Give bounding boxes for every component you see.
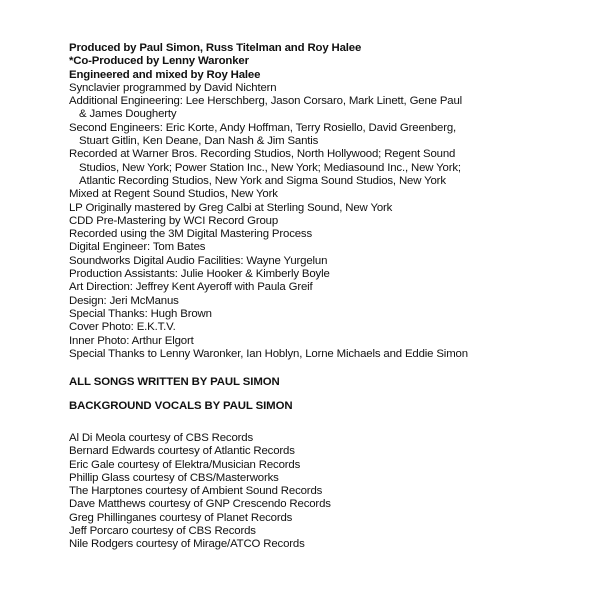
credit-line: Engineered and mixed by Roy Halee (69, 68, 261, 81)
credit-line: Recorded at Warner Bros. Recording Studios, North Hollywood; Regent Sound (69, 148, 456, 161)
credit-line: Atlantic Recording Studios, New York and Sigma Sound Studios, New York (79, 174, 446, 187)
credit-line: CDD Pre-Mastering by WCI Record Group (69, 214, 279, 227)
background-vocals-heading: BACKGROUND VOCALS BY PAUL SIMON (69, 400, 293, 412)
courtesy-line: Greg Phillinganes courtesy of Planet Records (69, 511, 293, 524)
credit-line: Special Thanks to Lenny Waronker, Ian Hoblyn, Lorne Michaels and Eddie Simon (69, 347, 468, 360)
courtesy-line: Bernard Edwards courtesy of Atlantic Records (69, 445, 295, 458)
credit-line: Design: Jeri McManus (69, 294, 179, 307)
credit-line: & James Dougherty (79, 108, 177, 121)
credit-line: Recorded using the 3M Digital Mastering Process (69, 228, 313, 241)
credit-line: Inner Photo: Arthur Elgort (69, 334, 194, 347)
credit-line: Art Direction: Jeffrey Kent Ayeroff with Paula Greif (69, 281, 313, 294)
credit-line: Produced by Paul Simon, Russ Titelman and Roy Halee (69, 42, 362, 54)
songwriting-credit-heading: ALL SONGS WRITTEN BY PAUL SIMON (69, 376, 280, 388)
courtesy-line: Nile Rodgers courtesy of Mirage/ATCO Records (69, 538, 305, 551)
credit-line: Soundworks Digital Audio Facilities: Wayne Yurgelun (69, 254, 328, 267)
credit-line: Mixed at Regent Sound Studios, New York (69, 188, 278, 201)
credit-line: Additional Engineering: Lee Herschberg, Jason Corsaro, Mark Linett, Gene Paul (69, 95, 463, 108)
credit-line: *Co-Produced by Lenny Waronker (69, 55, 249, 68)
credit-line: Production Assistants: Julie Hooker & Kimberly Boyle (69, 268, 330, 281)
credit-line: Cover Photo: E.K.T.V. (69, 321, 176, 334)
musician-courtesy-list (69, 432, 560, 552)
credit-line: Synclavier programmed by David Nichtern (69, 81, 277, 94)
credit-line: LP Originally mastered by Greg Calbi at Sterling Sound, New York (69, 201, 393, 214)
credit-line: Studios, New York; Power Station Inc., New York; Mediasound Inc., New York; (79, 161, 461, 174)
credit-line: Second Engineers: Eric Korte, Andy Hoffman, Terry Rosiello, David Greenberg, (69, 121, 457, 134)
courtesy-line: Al Di Meola courtesy of CBS Records (69, 432, 254, 444)
credit-line: Stuart Gitlin, Ken Deane, Dan Nash & Jim Santis (79, 135, 319, 148)
credit-line: Special Thanks: Hugh Brown (69, 307, 212, 320)
credit-line: Digital Engineer: Tom Bates (69, 241, 206, 254)
courtesy-line: Jeff Porcaro courtesy of CBS Records (69, 525, 256, 538)
production-credits (69, 42, 560, 361)
courtesy-line: Eric Gale courtesy of Elektra/Musician Records (69, 458, 301, 471)
courtesy-line: Dave Matthews courtesy of GNP Crescendo Records (69, 498, 331, 511)
courtesy-line: Phillip Glass courtesy of CBS/Masterworks (69, 471, 279, 484)
courtesy-line: The Harptones courtesy of Ambient Sound Records (69, 485, 323, 498)
